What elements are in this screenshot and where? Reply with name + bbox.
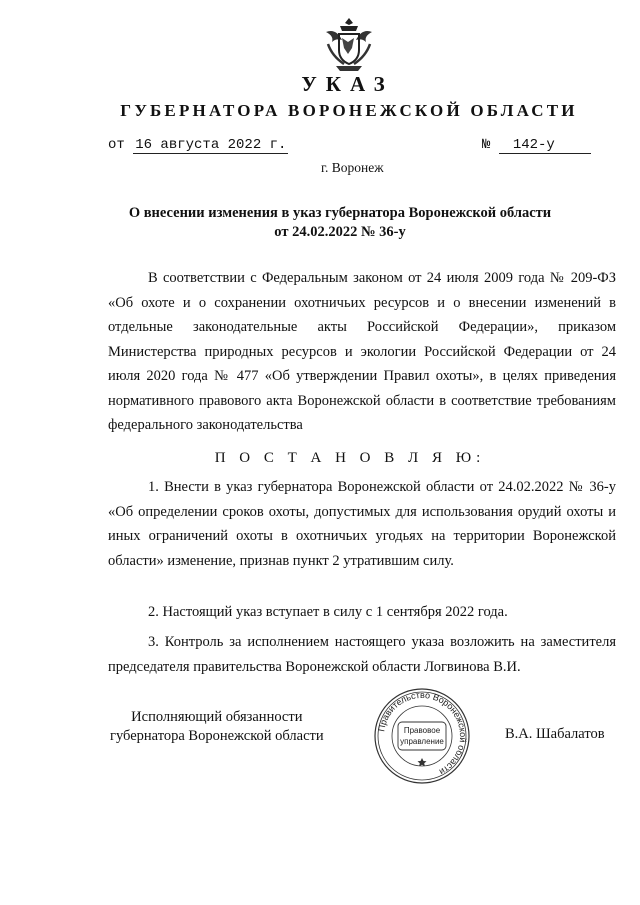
number-value: 142-у: [499, 137, 591, 154]
signer-title: [110, 708, 324, 746]
official-seal-stamp: [372, 686, 472, 786]
stamp-star-icon: [418, 758, 427, 766]
stamp-ring-text: Правительство Воронежской области: [376, 689, 469, 778]
date-value: 16 августа 2022 г.: [135, 137, 287, 153]
item-3: 3. Контроль за исполнением настоящего указа возложить на заместителя председателя правительства Воронежской области Логвинова В.И.: [108, 634, 616, 675]
decree-word: П О С Т А Н О В Л Я Ю:: [214, 450, 486, 466]
number-prefix: №: [482, 137, 491, 153]
voronezh-coat-of-arms-icon: [318, 14, 380, 74]
signer-title-line-2: губернатора Воронежской области: [110, 728, 324, 744]
document-title: УКАЗ: [301, 72, 394, 96]
document-number: [482, 137, 591, 154]
document-date: [108, 137, 288, 154]
document-city: г. Воронеж: [321, 160, 384, 175]
signer-title-line-1: Исполняющий обязанности: [131, 709, 303, 725]
item-2: 2. Настоящий указ вступает в силу с 1 сентября 2022 года.: [148, 604, 508, 620]
heading-line-1: О внесении изменения в указ губернатора Воронежской области: [128, 205, 552, 221]
document-heading: [100, 204, 580, 242]
date-prefix: от: [108, 137, 125, 153]
preamble-paragraph: В соответствии с Федеральным законом от 24 июля 2009 года № 209-ФЗ «Об охоте и о сохранении охотничьих ресурсов и о внесении изменений в отдельные законодательные акты Российской Федерации», приказом Министерства природных ресурсов и экологии Российской Федерации от 24 июля 2020 года № 477 «Об утверждении Правил охоты», в целях приведения нормативного правового акта Воронежской области в соответствие требованиям федерального законодательства: [108, 270, 616, 433]
item-1: 1. Внести в указ губернатора Воронежской области от 24.02.2022 № 36-у «Об определении сроков охоты, допустимых для использования орудий охоты и иных ограничений охоты в охотничьих угодьях на территории Воронежской области» изменение, признав пункт 2 утратившим силу.: [108, 479, 616, 569]
document-subtitle: ГУБЕРНАТОРА ВОРОНЕЖСКОЙ ОБЛАСТИ: [120, 101, 578, 120]
heading-line-2: от 24.02.2022 № 36-у: [274, 224, 406, 240]
stamp-center-line-2: управление: [400, 737, 444, 746]
stamp-center-line-1: Правовое: [403, 726, 441, 735]
signer-name: В.А. Шабалатов: [505, 726, 605, 742]
